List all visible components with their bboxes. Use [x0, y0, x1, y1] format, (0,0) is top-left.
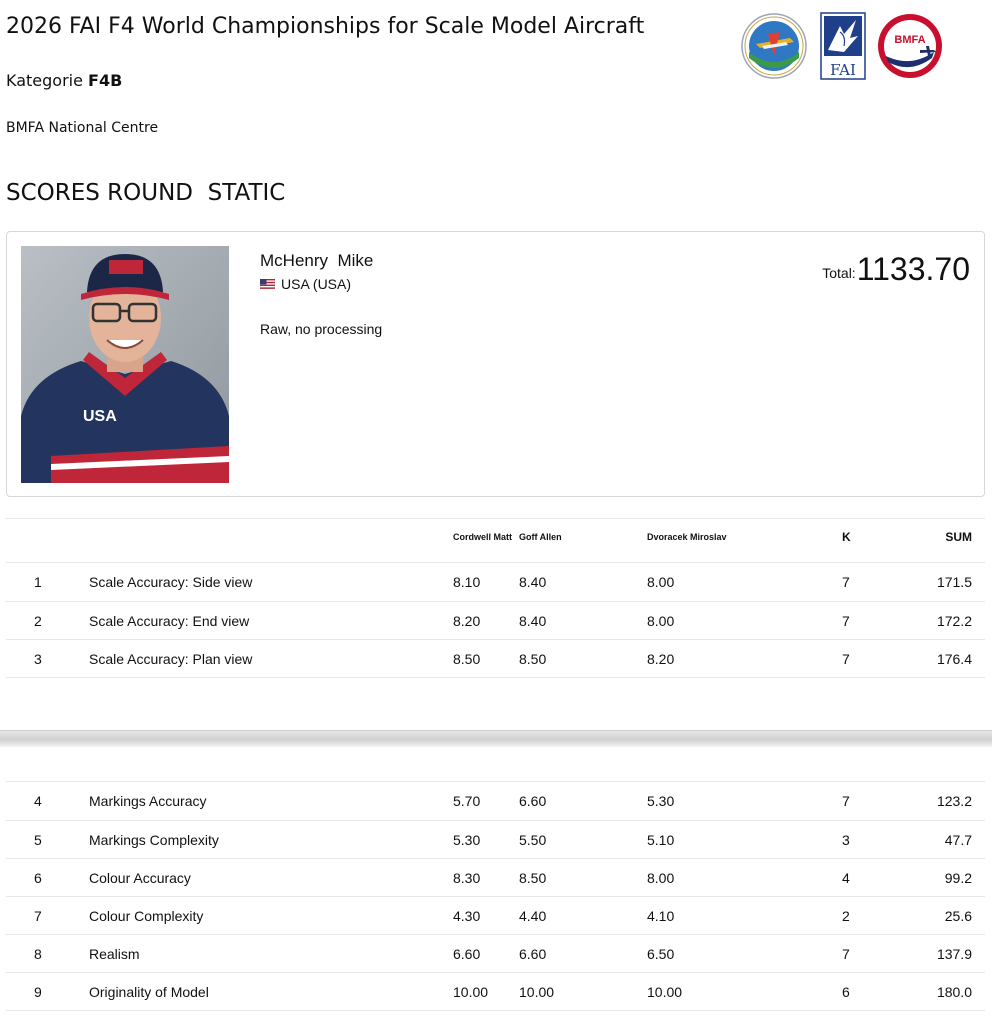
judge-2-score: 8.50 — [519, 869, 547, 886]
criterion-label: Scale Accuracy: End view — [89, 612, 250, 629]
row-number: 5 — [34, 831, 42, 848]
judge-1-score: 5.70 — [453, 793, 481, 809]
world-championship-logo — [740, 12, 808, 80]
judge-3-score: 6.50 — [647, 945, 675, 962]
judge-2-header: Goff Allen — [519, 532, 562, 542]
row-sum: 171.5 — [936, 574, 972, 590]
judge-1-header: Cordwell Matt — [453, 532, 513, 542]
row-number: 1 — [34, 574, 42, 590]
judge-3-header: Dvoracek Miroslav — [647, 532, 727, 542]
fai-eagle-logo — [820, 12, 866, 80]
event-title: 2026 FAI F4 World Championships for Scale Model Aircraft — [6, 14, 645, 39]
judge-3-score: 5.10 — [647, 831, 675, 848]
judge-1-score: 6.60 — [453, 945, 481, 962]
judge-3-score: 8.00 — [647, 574, 675, 590]
table-row — [6, 897, 985, 935]
criterion-label: Colour Complexity — [89, 907, 204, 924]
criterion-label: Originality of Model — [89, 983, 209, 1000]
judge-1-score: 8.50 — [453, 650, 481, 667]
judge-2-score: 8.50 — [519, 650, 547, 667]
scores-rows-page-1 — [6, 563, 985, 678]
judge-3-score: 8.20 — [647, 650, 675, 667]
k-factor: 7 — [842, 574, 850, 590]
row-number: 9 — [34, 983, 42, 1000]
criterion-label: Scale Accuracy: Side view — [89, 574, 253, 590]
table-row — [6, 602, 985, 640]
judge-1-score: 8.20 — [453, 612, 481, 629]
sum-header: SUM — [945, 530, 972, 544]
pilot-name: McHenry Mike — [260, 251, 374, 270]
scores-table-page-2 — [6, 781, 985, 1011]
header-num-cell — [6, 519, 89, 563]
k-factor: 3 — [842, 831, 850, 848]
k-factor: 2 — [842, 907, 850, 924]
judge-3-score: 4.10 — [647, 907, 675, 924]
row-sum: 180.0 — [936, 983, 972, 1000]
table-row — [6, 821, 985, 859]
k-factor: 7 — [842, 945, 850, 962]
k-factor: 6 — [842, 983, 850, 1000]
row-sum: 25.6 — [944, 907, 972, 924]
judge-2-score: 6.60 — [519, 945, 547, 962]
row-sum: 137.9 — [936, 945, 972, 962]
table-row — [6, 563, 985, 602]
header-label-cell — [89, 519, 447, 563]
row-number: 6 — [34, 869, 42, 886]
judge-1-score: 10.00 — [453, 983, 489, 1000]
k-factor: 7 — [842, 650, 850, 667]
judge-1-score: 8.30 — [453, 869, 481, 886]
judge-1-score: 4.30 — [453, 907, 481, 924]
row-number: 8 — [34, 945, 42, 962]
k-factor: 7 — [842, 612, 850, 629]
round-title: SCORES ROUND STATIC — [6, 180, 286, 206]
table-row — [6, 935, 985, 973]
k-factor: 4 — [842, 869, 850, 886]
judge-2-score: 5.50 — [519, 831, 547, 848]
judge-3-score: 8.00 — [647, 612, 675, 629]
pilot-photo — [21, 246, 229, 483]
row-sum: 99.2 — [944, 869, 972, 886]
row-sum: 172.2 — [936, 612, 972, 629]
judge-3-score: 8.00 — [647, 869, 675, 886]
fai-logo-text: FAI — [830, 61, 856, 79]
table-row — [6, 973, 985, 1011]
pilot-country-text: USA (USA) — [281, 276, 352, 292]
total-label: Total: — [822, 265, 856, 281]
pilot-note: Raw, no processing — [260, 321, 383, 337]
category-value: F4B — [88, 71, 123, 90]
judge-2-score: 6.60 — [519, 793, 547, 809]
total-value: 1133.70 — [856, 251, 970, 287]
judge-2-score: 8.40 — [519, 612, 547, 629]
jersey-text: USA — [83, 408, 117, 425]
bmfa-roundel-logo — [876, 12, 944, 80]
scores-rows-page-2 — [6, 782, 985, 1011]
criterion-label: Colour Accuracy — [89, 869, 191, 886]
row-number: 3 — [34, 650, 42, 667]
row-sum: 123.2 — [936, 793, 972, 809]
page-break — [0, 730, 992, 747]
criterion-label: Markings Accuracy — [89, 793, 207, 809]
pilot-country — [260, 276, 351, 292]
k-factor: 7 — [842, 793, 850, 809]
judge-3-score: 5.30 — [647, 793, 675, 809]
judge-2-score: 8.40 — [519, 574, 547, 590]
row-number: 4 — [34, 793, 42, 809]
scores-table-page-1 — [6, 518, 985, 678]
usa-flag-icon — [260, 279, 275, 289]
row-number: 7 — [34, 907, 42, 924]
venue: BMFA National Centre — [6, 120, 159, 136]
table-row — [6, 640, 985, 678]
row-sum: 176.4 — [936, 650, 972, 667]
table-header-row — [6, 519, 985, 563]
row-sum: 47.7 — [944, 831, 972, 848]
judge-2-score: 4.40 — [519, 907, 547, 924]
table-row — [6, 859, 985, 897]
k-header: K — [842, 530, 851, 544]
table-row — [6, 782, 985, 821]
category-label: Kategorie — [6, 71, 83, 90]
row-number: 2 — [34, 612, 42, 629]
bmfa-logo-text: BMFA — [894, 34, 926, 46]
category-line — [6, 71, 122, 90]
criterion-label: Scale Accuracy: Plan view — [89, 650, 253, 667]
judge-2-score: 10.00 — [519, 983, 555, 1000]
criterion-label: Markings Complexity — [89, 831, 219, 848]
criterion-label: Realism — [89, 945, 140, 962]
total-score — [822, 252, 970, 286]
judge-1-score: 8.10 — [453, 574, 481, 590]
judge-1-score: 5.30 — [453, 831, 481, 848]
judge-3-score: 10.00 — [647, 983, 683, 1000]
